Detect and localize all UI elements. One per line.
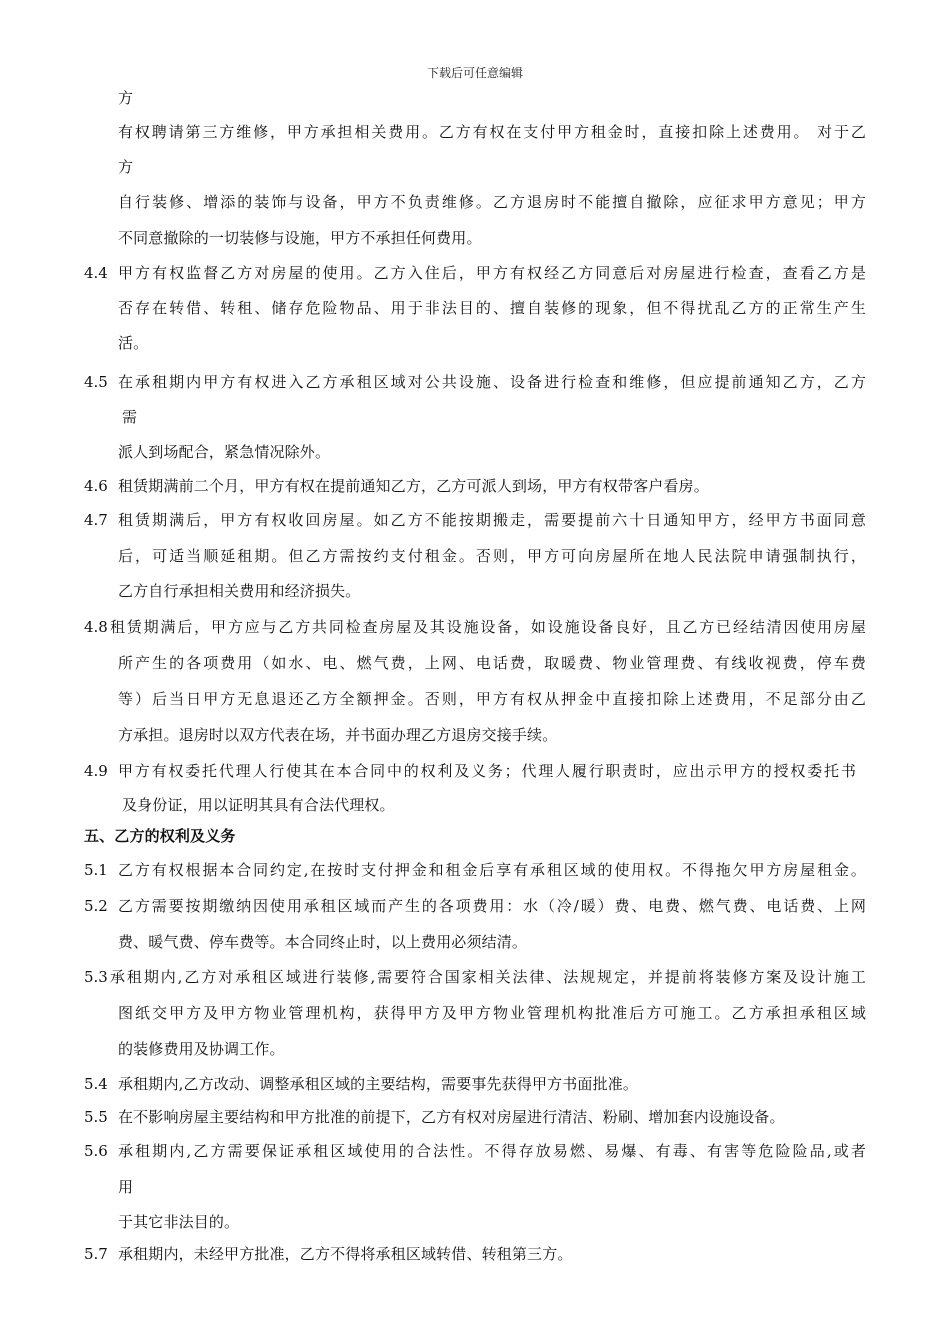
text-line: 需 [122, 408, 138, 426]
text-line: 及身份证，用以证明其具有合法代理权。 [122, 796, 395, 814]
clause-number: 5.5 [84, 1108, 108, 1126]
text-line: 承租期内，未经甲方批准，乙方不得将承租区域转借、转租第三方。 [118, 1245, 573, 1263]
text-line: 甲方有权委托代理人行使其在本合同中的权利及义务；代理人履行职责时，应出示甲方的授权委托书 [118, 762, 856, 780]
clause-number: 5.6 [84, 1142, 108, 1160]
text-line: 否存在转借、转租、储存危险物品、用于非法目的、擅自装修的现象，但不得扰乱乙方的正常生产生 [118, 299, 866, 317]
text-line: 乙方需要按期缴纳因使用承租区域而产生的各项费用：水（冷/暖）费、电费、燃气费、电话费、上网 [118, 897, 866, 915]
text-line: 甲方有权监督乙方对房屋的使用。乙方入住后，甲方有权经乙方同意后对房屋进行检查，查看乙方是 [118, 264, 866, 282]
text-line: 方 [118, 158, 134, 176]
text-line: 于其它非法目的。 [118, 1213, 240, 1231]
text-line: 在不影响房屋主要结构和甲方批准的前提下，乙方有权对房屋进行清洁、粉刷、增加套内设施设备。 [118, 1108, 785, 1126]
text-line: 后，可适当顺延租期。但乙方需按约支付租金。否则，甲方可向房屋所在地人民法院申请强制执行， [118, 547, 866, 565]
clause-number: 4.4 [84, 264, 108, 282]
text-line: 有权聘请第三方维修，甲方承担相关费用。乙方有权在支付甲方租金时，直接扣除上述费用。 对于乙 [118, 123, 866, 141]
text-line: 活。 [118, 334, 149, 352]
text-line: 所产生的各项费用（如水、电、燃气费，上网、电话费，取暖费、物业管理费、有线收视费，停车费 [118, 654, 866, 672]
clause-number: 4.7 [84, 511, 108, 529]
clause-number: 5.1 [84, 861, 108, 879]
clause-number: 4.8 [84, 618, 108, 636]
section-heading: 五、乙方的权利及义务 [84, 827, 236, 845]
clause-number: 5.7 [84, 1245, 108, 1263]
text-line: 费、暖气费、停车费等。本合同终止时，以上费用必须结清。 [118, 933, 528, 951]
text-line: 等）后当日甲方无息退还乙方全额押金。否则，甲方有权从押金中直接扣除上述费用，不足部分由乙 [118, 690, 866, 708]
text-line: 不同意撤除的一切装修与设施，甲方不承担任何费用。 [118, 229, 482, 247]
text-line: 乙方有权根据本合同约定,在按时支付押金和租金后享有承租区域的使用权。不得拖欠甲方房屋租金。 [118, 861, 866, 879]
text-line: 自行装修、增添的装饰与设备，甲方不负责维修。乙方退房时不能擅自撤除，应征求甲方意见；甲方 [118, 193, 866, 211]
text-line: 租赁期满后，甲方有权收回房屋。如乙方不能按期搬走，需要提前六十日通知甲方，经甲方书面同意 [118, 511, 866, 529]
clause-number: 5.4 [84, 1075, 108, 1093]
text-line: 租赁期满后，甲方应与乙方共同检查房屋及其设施设备，如设施设备良好，且乙方已经结清因使用房屋 [110, 618, 866, 636]
page-header-note: 下载后可任意编辑 [426, 66, 523, 80]
text-line: 的装修费用及协调工作。 [118, 1040, 285, 1058]
clause-number: 5.2 [84, 897, 108, 915]
text-line: 租赁期满前二个月，甲方有权在提前通知乙方，乙方可派人到场，甲方有权带客户看房。 [118, 477, 709, 495]
clause-number: 4.9 [84, 762, 108, 780]
text-line: 派人到场配合，紧急情况除外。 [118, 443, 331, 461]
clause-number: 4.6 [84, 477, 108, 495]
text-line: 在承租期内甲方有权进入乙方承租区域对公共设施、设备进行检查和维修，但应提前通知乙方，乙方 [118, 373, 866, 391]
text-line: 方 [118, 89, 134, 107]
text-line: 承租期内,乙方需要保证承租区域使用的合法性。不得存放易燃、易爆、有毒、有害等危险险品,或者 [118, 1142, 866, 1160]
text-line: 承租期内,乙方改动、调整承租区域的主要结构，需要事先获得甲方书面批准。 [118, 1075, 639, 1093]
clause-number: 5.3 [84, 968, 108, 986]
text-line: 方承担。退房时以双方代表在场，并书面办理乙方退房交接手续。 [118, 726, 558, 744]
text-line: 承租期内,乙方对承租区域进行装修,需要符合国家相关法律、法规规定，并提前将装修方案及设计施工 [110, 968, 866, 986]
clause-number: 4.5 [84, 373, 108, 391]
text-line: 图纸交甲方及甲方物业管理机构，获得甲方及甲方物业管理机构批准后方可施工。乙方承担承租区域 [118, 1004, 866, 1022]
text-line: 用 [118, 1178, 134, 1196]
text-line: 乙方自行承担相关费用和经济损失。 [118, 582, 361, 600]
